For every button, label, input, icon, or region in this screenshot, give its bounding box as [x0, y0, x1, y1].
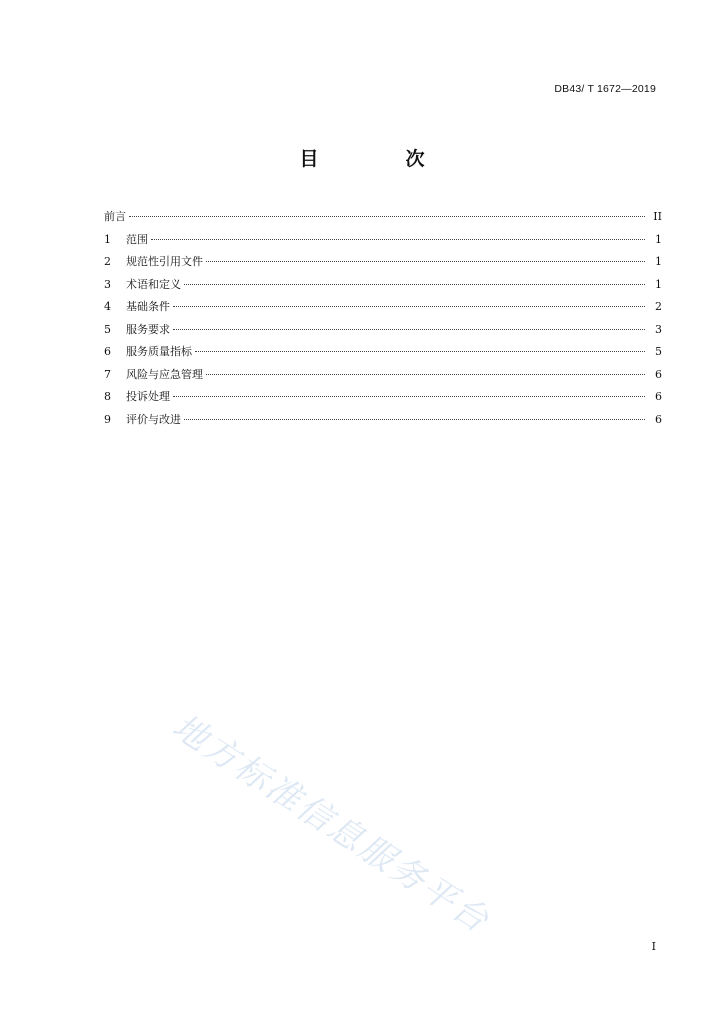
toc-entry-page: 6 — [655, 390, 662, 403]
toc-entry-label: 术语和定义 — [126, 277, 181, 291]
toc-entry-page: 6 — [655, 412, 662, 426]
toc-leader-dots — [206, 261, 645, 262]
toc-entry-page: 1 — [655, 277, 662, 291]
page-number: I — [651, 940, 656, 953]
toc-leader-dots — [195, 351, 645, 352]
toc-leader-dots — [184, 419, 645, 420]
toc-leader-dots — [173, 329, 645, 330]
toc-entry-2[interactable] — [104, 251, 662, 274]
toc-entry-label: 投诉处理 — [126, 390, 170, 403]
toc-entry-1[interactable] — [104, 229, 662, 252]
toc-entry-number: 5 — [104, 322, 111, 336]
toc-title: 目 次 — [299, 148, 459, 170]
toc-entry-label: 评价与改进 — [126, 412, 181, 426]
toc-entry-number: 9 — [104, 412, 111, 426]
toc-leader-dots — [151, 239, 645, 240]
table-of-contents — [104, 206, 662, 431]
toc-entry-page: 1 — [655, 255, 662, 268]
toc-entry-page: 1 — [655, 232, 662, 246]
toc-leader-dots — [129, 216, 645, 217]
toc-entry-7[interactable] — [104, 364, 662, 387]
toc-entry-preface[interactable] — [104, 206, 662, 229]
toc-entry-page: 2 — [655, 300, 662, 313]
toc-entry-number: 1 — [104, 232, 111, 246]
toc-entry-number: 4 — [104, 300, 111, 313]
watermark: 地方标准信息服务平台 — [165, 706, 498, 942]
toc-entry-6[interactable] — [104, 341, 662, 364]
toc-entry-page: 5 — [655, 345, 662, 358]
toc-entry-label: 基础条件 — [126, 300, 170, 313]
toc-leader-dots — [173, 396, 645, 397]
toc-entry-4[interactable] — [104, 296, 662, 319]
toc-entry-label: 服务要求 — [126, 322, 170, 336]
toc-entry-8[interactable] — [104, 386, 662, 409]
toc-entry-label: 风险与应急管理 — [126, 367, 203, 381]
toc-entry-number: 6 — [104, 345, 111, 358]
toc-entry-5[interactable] — [104, 319, 662, 342]
toc-entry-number: 2 — [104, 255, 111, 268]
toc-leader-dots — [173, 306, 645, 307]
toc-entry-3[interactable] — [104, 274, 662, 297]
toc-entry-label: 范围 — [126, 232, 148, 246]
toc-entry-label: 前言 — [104, 210, 126, 223]
toc-entry-page: 6 — [655, 367, 662, 381]
toc-leader-dots — [184, 284, 645, 285]
toc-leader-dots — [206, 374, 645, 375]
document-code: DB43/ T 1672—2019 — [554, 83, 656, 95]
toc-entry-page: II — [653, 210, 662, 223]
toc-entry-number: 7 — [104, 367, 111, 381]
toc-entry-number: 3 — [104, 277, 111, 291]
toc-entry-label: 服务质量指标 — [126, 345, 192, 358]
toc-entry-page: 3 — [655, 322, 662, 336]
toc-entry-label: 规范性引用文件 — [126, 255, 203, 268]
toc-entry-9[interactable] — [104, 409, 662, 432]
toc-entry-number: 8 — [104, 390, 111, 403]
